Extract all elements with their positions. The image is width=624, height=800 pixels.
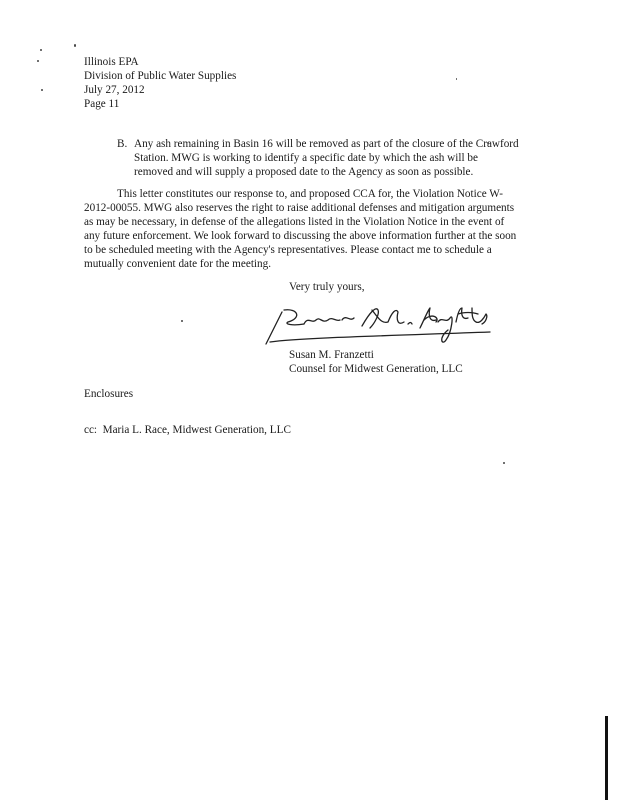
salutation: Very truly yours, [289, 281, 365, 293]
signer-title: Counsel for Midwest Generation, LLC [289, 363, 463, 375]
letter-date: July 27, 2012 [84, 84, 145, 96]
paragraph-line: as may be necessary, in defense of the allegations listed in the Violation Notice in the event of [84, 216, 505, 228]
item-b-line: Any ash remaining in Basin 16 will be removed as part of the closure of the Crawford [134, 138, 519, 150]
letter-header [84, 55, 236, 111]
item-b-text [134, 137, 519, 179]
paragraph-line: mutually convenient date for the meeting. [84, 258, 272, 270]
item-b-line: Station. MWG is working to identify a specific date by which the ash will be [134, 152, 478, 164]
cc-recipient: Maria L. Race, Midwest Generation, LLC [102, 424, 291, 436]
cc-label: cc: [84, 424, 98, 436]
scan-speck [456, 78, 457, 80]
enclosures-label: Enclosures [84, 388, 134, 400]
cc-line [84, 423, 291, 437]
paragraph-line: any future enforcement. We look forward to discussing the above information further at the soon [84, 230, 517, 242]
scan-speck [74, 44, 76, 47]
paragraph-line: 2012-00055. MWG also reserves the right to raise additional defenses and mitigation arguments [84, 202, 515, 214]
scan-speck [503, 462, 505, 464]
scan-speck [181, 320, 183, 322]
handwritten-signature [258, 302, 498, 348]
paragraph-line: This letter constitutes our response to, and proposed CCA for, the Violation Notice W- [117, 188, 503, 200]
scan-edge-bar [605, 716, 608, 800]
division: Division of Public Water Supplies [84, 70, 237, 82]
scan-speck [40, 49, 42, 51]
scan-speck [41, 89, 43, 91]
item-b-line: removed and will supply a proposed date to the Agency as soon as possible. [134, 166, 474, 178]
page-number: Page 11 [84, 98, 120, 110]
paragraph-line: to be scheduled meeting with the Agency's representatives. Please contact me to schedule a [84, 244, 492, 256]
scan-speck [37, 60, 39, 62]
signer-name: Susan M. Franzetti [289, 349, 374, 361]
addressee: Illinois EPA [84, 56, 139, 68]
item-b-marker: B. [117, 138, 128, 150]
closing-paragraph [84, 187, 516, 271]
